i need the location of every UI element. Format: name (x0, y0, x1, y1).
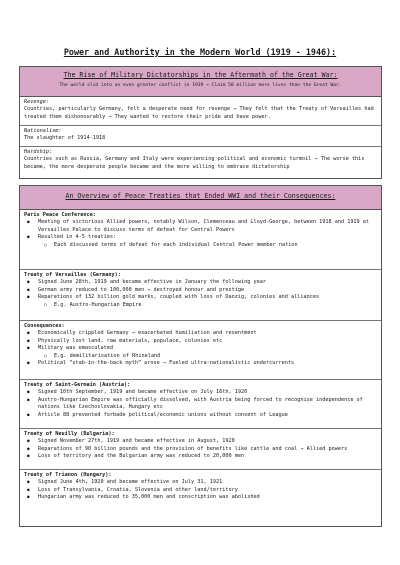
treaty-of-trianon-heading: Treaty of Trianon (Hungary): (24, 472, 112, 478)
treaty-of-saint-germain-list (24, 389, 378, 419)
dictatorships-box (19, 66, 382, 179)
bullet-item: ● Article 88 prevented forbade political/economic unions without consent of League (24, 412, 378, 419)
bullet-item: ● Economically crippled Germany → exacerbated humiliation and resentment (24, 330, 378, 337)
bullet-item: ● Resulted in 4-5 treaties: (24, 234, 378, 241)
peace-treaties-heading: An Overview of Peace Treaties that Ended WWI and their Consequences: (65, 192, 336, 200)
treaty-of-neuilly-list (24, 438, 378, 460)
hardship-label: Hardship: (24, 149, 53, 155)
bullet-item: ● Austro-Hungarian Empire was officially dissolved, with Austria being forced to recognise independence of nations like Czechoslovakia, Hungary etc (24, 397, 378, 412)
bullet-item: ● Signed 10th September, 1919 and became effective on July 16th, 1920 (24, 389, 378, 396)
revenge-label: Revenge: (24, 99, 49, 105)
bullet-item: ● Signed June 4th, 1920 and became effective on July 31, 1921 (24, 479, 378, 486)
paris-peace-conference-section (20, 210, 381, 270)
bullet-item: ● Reparations of 90 billion pounds and the provision of benefits like cattle and coal → Allied powers (24, 446, 378, 453)
bullet-item: ● German army reduced to 100,000 men → destroyed honour and prestige (24, 287, 378, 294)
nationalism-label: Nationalism: (24, 128, 62, 134)
peace-treaties-header (20, 186, 381, 210)
treaty-sections (20, 210, 381, 513)
nationalism-text: The slaughter of 1914-1918 (24, 135, 106, 142)
hardship-section (20, 147, 381, 178)
document-title: Power and Authority in the Modern World (1919 - 1946): (63, 47, 337, 57)
treaty-of-saint-germain-heading: Treaty of Saint-Germain (Austria): (24, 382, 131, 388)
treaty-of-trianon-section (20, 470, 381, 513)
bullet-item: ● Loss of territory and the Bulgarian army was reduced to 20,000 men (24, 453, 378, 460)
bullet-item: ● Reparations of 132 billion gold marks, coupled with loss of Danzig, colonies and alliances (24, 294, 378, 301)
consequences-section (20, 321, 381, 380)
bullet-item: ● Signed November 27th, 1919 and became effective in August, 1920 (24, 438, 378, 445)
sub-bullet-item: ○ Each discussed terms of defeat for each individual Central Power member nation (24, 242, 378, 249)
treaty-of-versailles-heading: Treaty of Versailles (Germany): (24, 272, 121, 278)
bullet-item: ● Military was emasculated (24, 345, 378, 352)
treaty-of-versailles-section (20, 270, 381, 321)
consequences-heading: Consequences: (24, 323, 65, 329)
bullet-item: ● Loss of Transylvania, Croatia, Slovenia and other land/territory (24, 487, 378, 494)
dictatorships-subheading: The world slid into an even greater conflict in 1939 → Claim 50 million more lives than the Great War. (59, 83, 342, 88)
consequences-list (24, 330, 378, 367)
peace-treaties-box (19, 185, 382, 527)
treaty-of-neuilly-heading: Treaty of Neuilly (Bulgaria): (24, 431, 115, 437)
sub-bullet-item: ○ E.g. Austro-Hungarian Empire (24, 302, 378, 309)
hardship-text: Countries such as Russia, Germany and Italy were experiencing political and economic turmoil → The worse this became, the more desperate people became and the more willing to embrace dictatorship (24, 156, 365, 170)
paris-peace-conference-list (24, 219, 378, 249)
revenge-section (20, 97, 381, 126)
dictatorships-header (20, 67, 381, 97)
paris-peace-conference-heading: Paris Peace Conference: (24, 212, 96, 218)
nationalism-section (20, 126, 381, 147)
bullet-item: ● Signed June 28th, 1919 and became effective in January the following year (24, 279, 378, 286)
revenge-text: Countries, particularly Germany, felt a desperate need for revenge → They felt that the Treaty of Versailles had treated them dishonourably → They wanted to restore their pride and have power. (24, 106, 374, 120)
treaty-of-saint-germain-section (20, 380, 381, 429)
sub-bullet-item: ○ E.g. demilitarisation of Rhineland (24, 353, 378, 360)
treaty-of-versailles-list (24, 279, 378, 309)
treaty-of-trianon-list (24, 479, 378, 501)
bullet-item: ● Meeting of victorious Allied powers, notably Wilson, Clemenceau and Lloyd-George, between 1918 and 1919 at Versailles Palace to discuss terms of defeat for Central Powers (24, 219, 378, 234)
bullet-item: ● Physically lost land, raw materials, populace, colonies etc (24, 338, 378, 345)
treaty-of-neuilly-section (20, 429, 381, 470)
dictatorships-heading: The Rise of Military Dictatorships in the Aftermath of the Great War: (63, 71, 338, 79)
bullet-item: ● Political “stab-in-the-back myth” arose → Fueled ultra-nationalistic undercurrents (24, 360, 378, 367)
bullet-item: ● Hungarian army was reduced to 35,000 men and conscription was abolished (24, 494, 378, 501)
